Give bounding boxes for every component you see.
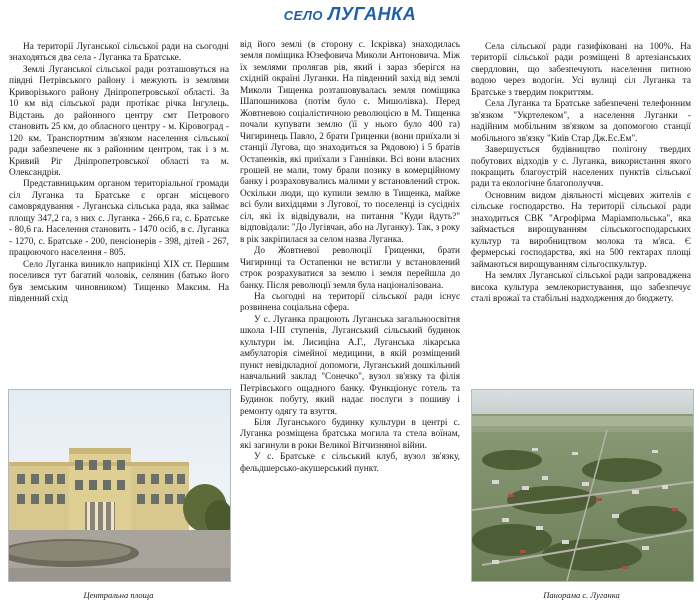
title-main: ЛУГАНКА bbox=[327, 4, 417, 24]
paragraph: Основним видом діяльності місцевих жителів є сільське господарство. На території сільської ради знаходиться СВК "Агрофірма Маріампольська", яка займається вирощуванням сільськогосподарських культур та виробництвом молока та м'яса. Є фермерські господарства, які на 500 гектарах площі займаються вирощуванням сільгоспкультур. bbox=[471, 190, 691, 270]
paragraph: Представницьким органом територіальної громади сіл Луганка та Братське є орган місцевого самоврядування - Луганська сільська рада, яка займає площу 347,2 га, з них с. Луганка - 266,6 га, с. Братське - 80,6 га. Населення становить - 1470 осіб, в с. Луганка - 1270, с. Братське - 200, пенсіонерів - 398, дітей - 267, працюючого населення - 805. bbox=[9, 179, 229, 259]
paragraph: Біля Луганського будинку культури в центрі с. Луганка розміщена братська могила та стела воїнам, які загинули в роки Великої Вітчизняної війни. bbox=[240, 417, 460, 451]
paragraph: У с. Луганка працюють Луганська загальноосвітня школа І-ІІІ ступенів, Луганський сільський будинок культури ім. Лисиціна А.Г., Луганська лікарська амбулаторія сімейної медицини, в якій розміщений пункт невідкладної допомоги, Луганський дошкільний навчальний заклад "Сонечко", вузол зв'язку та філія Петрівського ощадного банку. Функціонує готель та Будинок побуту, який надає послуги з пошиву і ремонту одягу та взуття. bbox=[240, 314, 460, 417]
article-column-3 bbox=[471, 42, 691, 305]
paragraph: від його землі (в сторону с. Іскрівка) знаходилась земля поміщика Юзефовича Миколи Антоновича. Між їх землями пролягав рів, який і зараз зберігся на східній окраїні Луганки. На південний захід від землі Миколи Тищенка розташовувалась земля поміщика Шапошникова (потім було с. Мишолівка). Перед Жовтневою соціалістичною революцією в М. Тищенка почали купувати землю (її у нього було 400 га) Чигиринець Павло, 2 брати Гриценки (вони приїхали зі станції Лугова, що знаходиться за Рядовою) і 5 братів Остапенків, які приїхали з Ганнівки. Всі вони власних грошей не мали, тому брали позику в комерційному банку і розраховувались малими у встановлений строк. Оскільки люди, що купили землю в Тищенка, майже всі були вихідцями з Лугової, то поселенці із сусідніх сіл, які їх відвідували, на питання "Куди йдуть?" відповідали: "До Лугівчан, або на Луганку). Так, з року в рік закріпилася за селом назва Луганка. bbox=[240, 40, 460, 245]
article-column-1 bbox=[9, 42, 229, 305]
article-column-2 bbox=[240, 40, 460, 475]
paragraph: У с. Братське є сільський клуб, вузол зв'язку, фельдшерсько-акушерський пункт. bbox=[240, 452, 460, 474]
paragraph: На землях Луганської сільської ради запроваджена висока культура землекористування, що забезпечує сталі врожаї та стабільні надходження до бюджету. bbox=[471, 271, 691, 304]
page-title bbox=[0, 4, 700, 25]
village-panorama-photo bbox=[471, 389, 694, 582]
central-square-photo bbox=[8, 389, 231, 582]
paragraph: Завершується будівництво полігону твердих побутових відходів у с. Луганка, використання якого покращить благоустрій населених пунктів сільської ради та екологічне благополуччя. bbox=[471, 145, 691, 190]
paragraph: На сьогодні на території сільської ради існує розвинена соціальна сфера. bbox=[240, 291, 460, 314]
paragraph: Землі Луганської сільської ради розташовуться на півдні Петрівського району і межують із землями Криворізького району Дніпропетровської області. За 10 км від сільської ради протікає річка Інгулець. Відстань до районного центру смт Петрового становить 25 км, до обласного центру - м. Кіровоград - 120 км. Транспортним зв'язком населення сільської ради забезпечене як з районним центром, так і з м. Кривий Ріг Дніпропетровської області та м. Олександрія. bbox=[9, 64, 229, 178]
photo-caption-right: Панорама с. Луганка bbox=[543, 590, 620, 600]
photo-caption-left: Центральна площа bbox=[83, 590, 154, 600]
paragraph: До Жовтневої революції Гриценки, брати Чигиринці та Остапенки не встигли у встановлений строк розрахуватися за землю і земля перейшла до банку. Після революції земля була націоналізована. bbox=[240, 246, 460, 291]
paragraph: Села Луганка та Братське забезпечені телефонним зв'язком "Укртелеком", а населення Луганки - надійним мобільним зв'язком за допомогою станції мобільного зв'язку "Київ Стар Дж.Ес.Ем". bbox=[471, 99, 691, 144]
title-prefix: СЕЛО bbox=[283, 8, 324, 23]
paragraph: На території Луганської сільської ради на сьогодні знаходяться два села - Луганка та Братське. bbox=[9, 42, 229, 64]
paragraph: Села сільської ради газифіковані на 100%. На території сільської ради розміщені 8 артезіанських свердловин, що забезпечують населення питною водою через водогін. Усі вулиці сіл Луганка та Братське з твердим покриттям. bbox=[471, 42, 691, 98]
paragraph: Село Луганка виникло наприкінці XIX ст. Першим поселився тут багатий чоловік, селянин (батько його був земським чиновником) Тищенко Максим. На південний схід bbox=[9, 259, 229, 304]
